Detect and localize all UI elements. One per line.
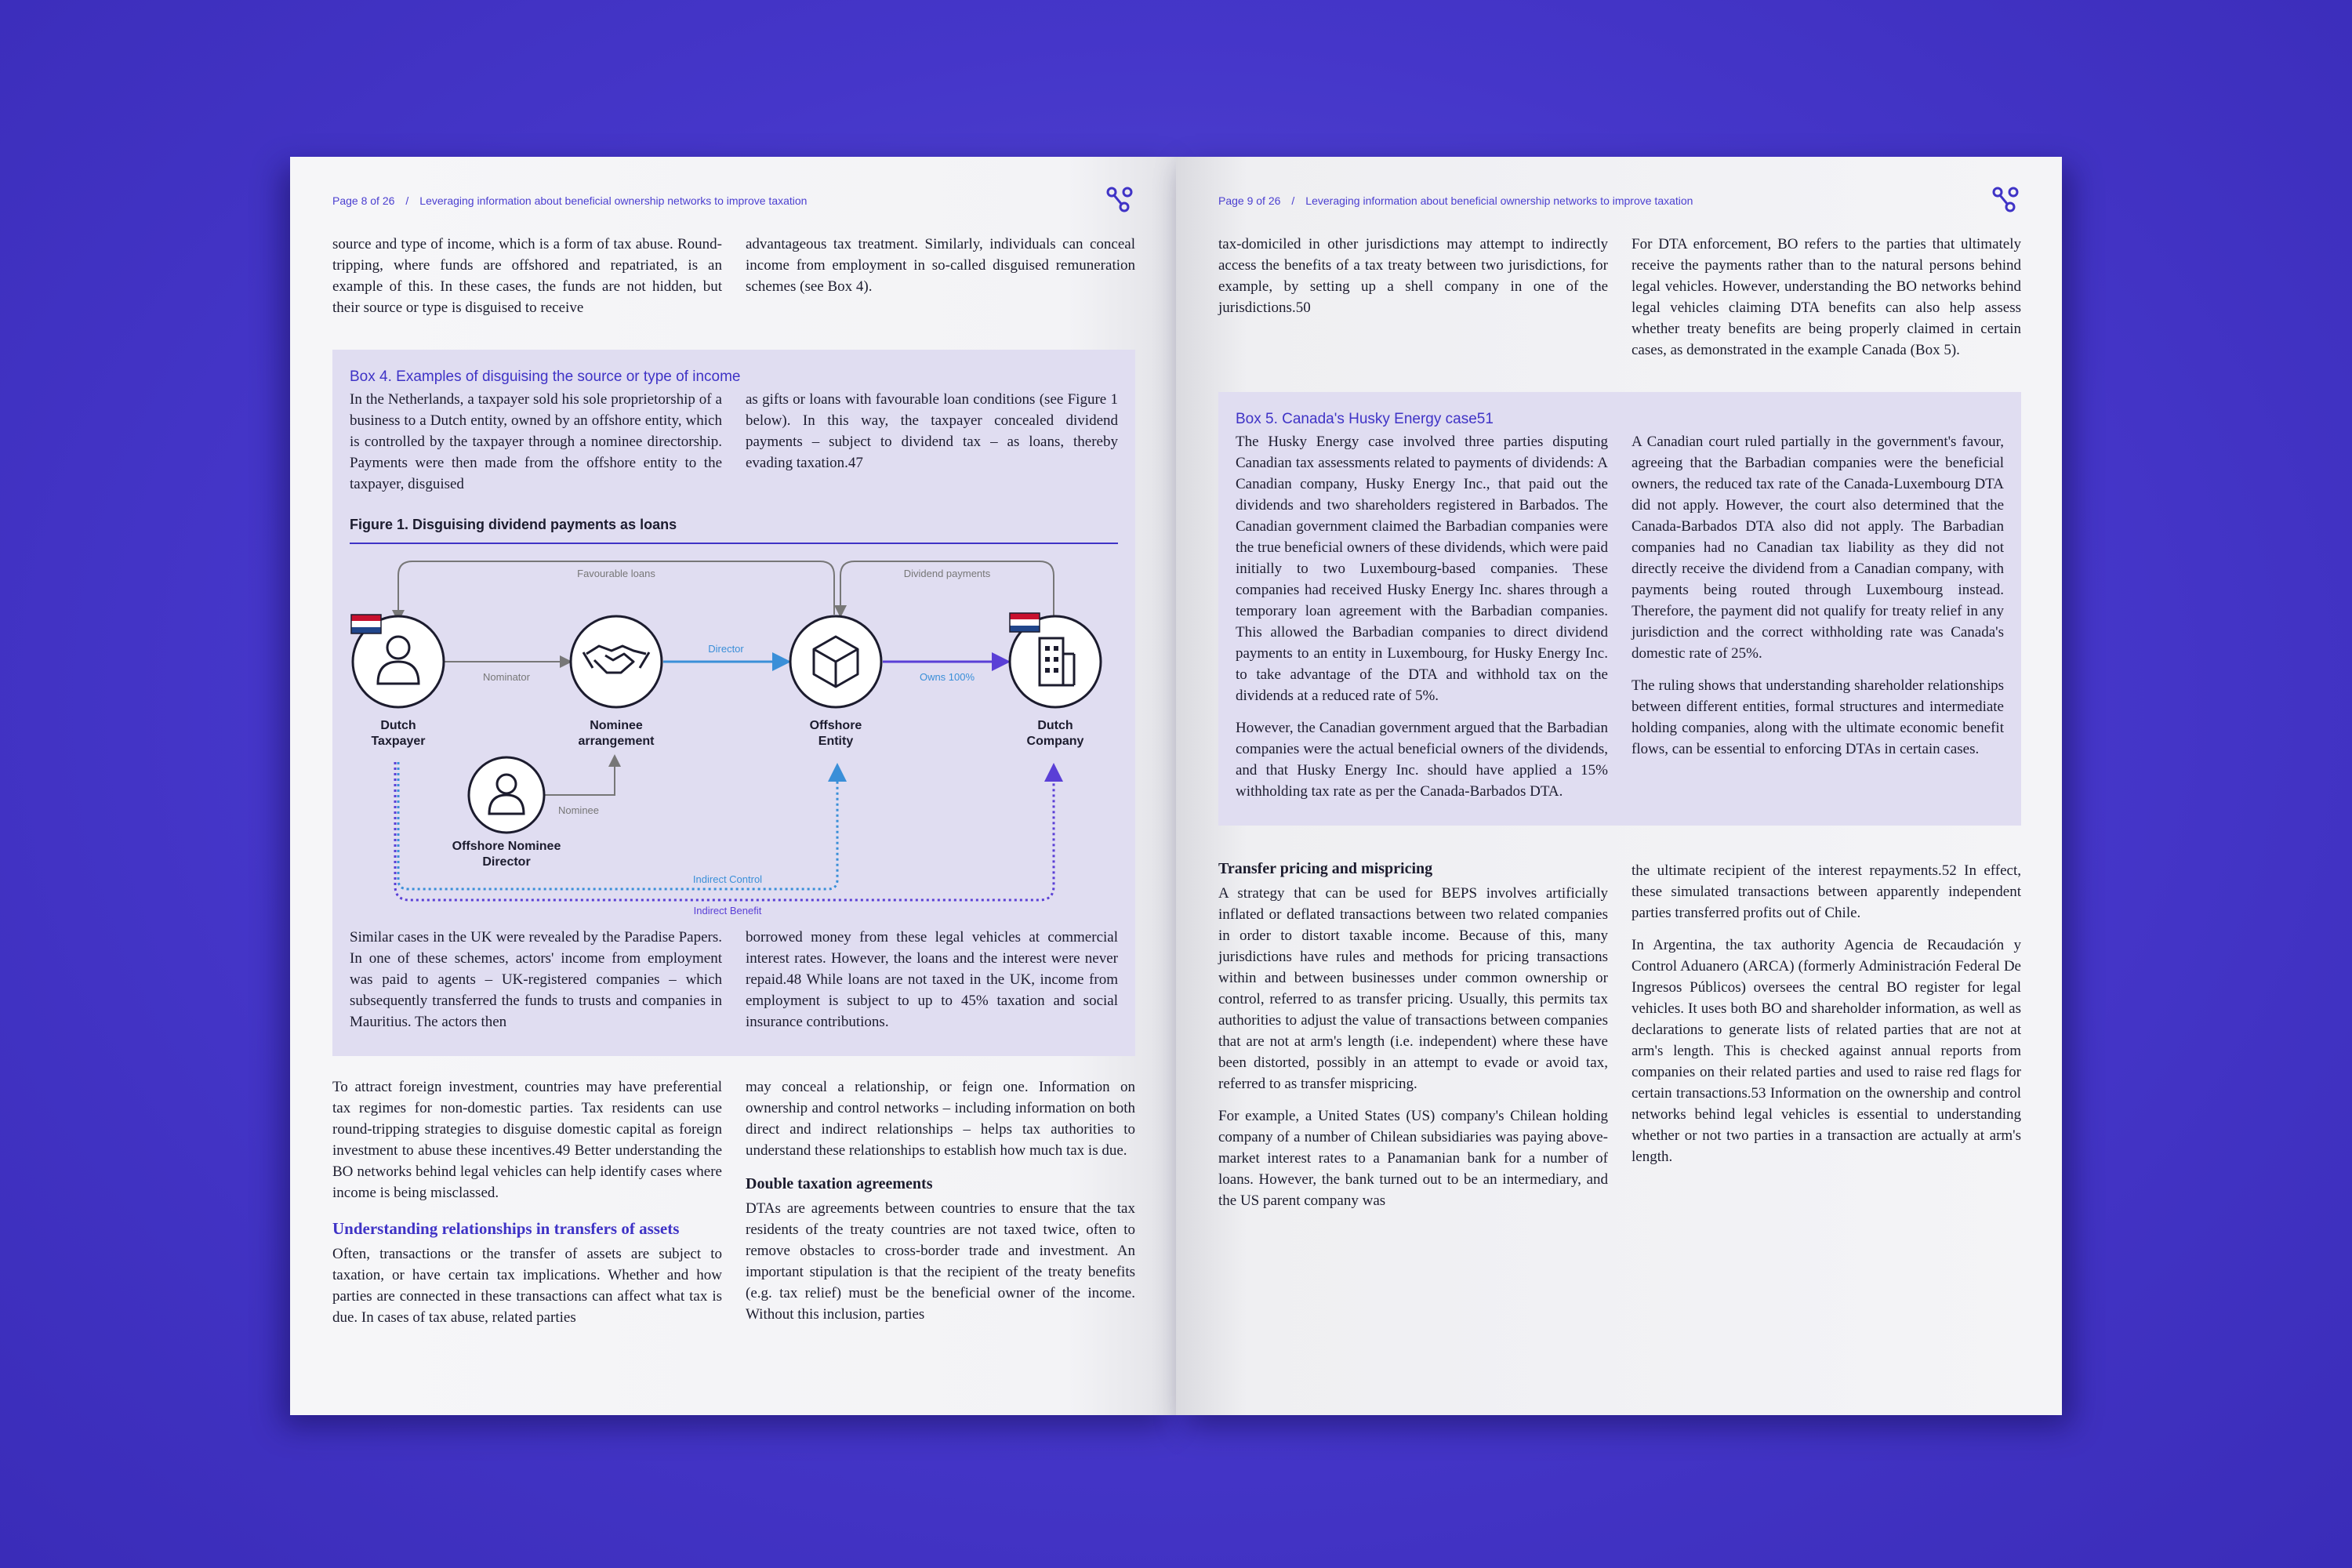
box-paragraph: borrowed money from these legal vehicles at commercial interest rates. However, the loans and the interest were never repaid.48 While loans are not taxed in the UK, income from employment is subject to up to 45% taxation and social insurance contributions. [746, 929, 1118, 1030]
body-paragraph: may conceal a relationship, or feign one. Information on ownership and control networks – including information on both direct and indirect relationships – helps tax authorities to understand these relationships to establish how much tax is due. [746, 1079, 1135, 1159]
indirect-control-label: Indirect Control [692, 873, 763, 885]
node-dutch-company [1010, 613, 1101, 748]
box-paragraph: A Canadian court ruled partially in the government's favour, agreeing that the Barbadian companies were the beneficial owners, the reduced tax rate of the Canada-Luxembourg DTA did not apply. However, the court also determined that the Canada-Barbados DTA also did not apply. The Barbadian companies had no Canadian tax liability as they did not directly receive the dividend from a Canadian company, with payments being routed through Luxembourg instead. Therefore, the payment did not qualify for treaty relief in any jurisdiction and the correct withholding rate was Canada's domestic rate of 25%. [1632, 434, 2004, 662]
body-paragraph: For example, a United States (US) company's Chilean holding company of a number of Chilean subsidiaries was paying above-market interest rates to a Panamanian bank for a number of loans. However, the bank turned out to be an intermediary, and the US parent company was [1218, 1108, 1608, 1209]
document-title: Leveraging information about beneficial ownership networks to improve taxation [419, 194, 808, 207]
body-paragraph: the ultimate recipient of the interest repayments.52 In effect, these simulated transactions between apparently independent parties transferred profits out of Chile. [1632, 862, 2021, 921]
nominator-label: Nominator [483, 671, 530, 683]
header-separator: / [405, 194, 409, 207]
owns-label: Owns 100% [919, 671, 975, 683]
node-offshore-nominee-director [452, 757, 561, 869]
box-paragraph: as gifts or loans with favourable loan conditions (see Figure 1 below). In this way, the taxpayer concealed dividend payments – subject to dividend tax – as loans, thereby evading taxation.47 [746, 391, 1118, 471]
node-label: Offshore Nominee [452, 840, 561, 853]
left-page [290, 157, 1176, 1415]
node-dutch-taxpayer [351, 615, 444, 748]
document-title: Leveraging information about beneficial ownership networks to improve taxation [1305, 194, 1693, 207]
box-4 [332, 350, 1135, 1056]
favourable-loans-label: Favourable loans [577, 568, 655, 579]
page-number: Page 9 of 26 [1218, 194, 1281, 207]
body-paragraph: A strategy that can be used for BEPS involves artificially inflated or deflated transactions between two related companies in order to distort taxable income. Because of this, many jurisdictions have rules and methods for pricing transactions within and between businesses under common ownership or control, referred to as transfer pricing. Usually, this permits tax authorities to adjust the value of transactions between companies that are not at arm's length (i.e. independent) where these have been distorted, possibly in an attempt to evade or avoid tax, referred to as transfer mispricing. [1218, 885, 1608, 1092]
box-title: Box 5. Canada's Husky Energy case51 [1236, 411, 1494, 427]
figure-1-diagram [350, 550, 1118, 919]
right-page [1176, 157, 2062, 1415]
box-paragraph: In the Netherlands, a taxpayer sold his sole proprietorship of a business to a Dutch entity, owned by an offshore entity, which is controlled by the taxpayer through a nominee directorship. Payments were then made from the offshore entity to the taxpayer, disguised [350, 391, 722, 492]
running-header [1218, 187, 2021, 215]
node-label: Offshore [809, 719, 862, 732]
header-separator: / [1291, 194, 1295, 207]
body-paragraph: Often, transactions or the transfer of assets are subject to taxation, or have certain tax implications. Whether and how parties are connected in these transactions can affect what tax is due. In cases of tax abuse, related parties [332, 1246, 722, 1326]
node-label: Entity [818, 735, 854, 748]
subheading: Transfer pricing and mispricing [1218, 860, 1433, 877]
body-paragraph: DTAs are agreements between countries to ensure that the tax residents of the treaty countries are not taxed twice, often to remove obstacles to cross-border trade and investment. An important stipulation is that the recipient of the treaty benefits (e.g. tax relief) must be the beneficial owner of the income. Without this inclusion, parties [746, 1200, 1135, 1323]
intro-paragraph: advantageous tax treatment. Similarly, individuals can conceal income from employment in so-called disguised remuneration schemes (see Box 4). [746, 236, 1135, 295]
node-label: Company [1026, 735, 1084, 748]
section-heading: Understanding relationships in transfers of assets [332, 1219, 680, 1238]
page-number: Page 8 of 26 [332, 194, 395, 207]
node-offshore-entity [790, 616, 881, 748]
subheading: Double taxation agreements [746, 1175, 933, 1192]
body-paragraph: To attract foreign investment, countries may have preferential tax regimes for non-domestic parties. Tax residents can use round-tripping strategies to disguise domestic capital as foreign investment to abuse these incentives.49 Better understanding the BO networks behind legal vehicles can help identify cases where income is being misclassed. [332, 1079, 722, 1201]
node-label: Taxpayer [371, 735, 426, 748]
node-label: Dutch [1037, 719, 1073, 732]
intro-paragraph: For DTA enforcement, BO refers to the parties that ultimately receive the payments rather than to the natural persons behind legal vehicles. However, understanding the BO networks behind legal vehicles claiming DTA benefits can also help assess whether treaty benefits are being properly claimed in certain cases, as demonstrated in the example Canada (Box 5). [1632, 236, 2021, 358]
node-label: arrangement [578, 735, 655, 748]
box-paragraph: The ruling shows that understanding shareholder relationships between different entities, formal structures and intermediate holding companies, along with the ultimate economic benefit flows, can be essential to enforcing DTAs in certain cases. [1632, 677, 2004, 757]
node-label: Director [482, 855, 531, 869]
dividend-payments-label: Dividend payments [903, 568, 991, 579]
box-paragraph: However, the Canadian government argued that the Barbadian companies were the actual beneficial owners of the dividends, and that Husky Energy Inc. should have applied a 15% withholding tax rate as per the Canada-Barbados DTA. [1236, 720, 1608, 800]
box-title: Box 4. Examples of disguising the source or type of income [350, 368, 741, 385]
nominee-label: Nominee [557, 804, 600, 816]
box-paragraph: The Husky Energy case involved three parties disputing Canadian tax assessments related to payments of dividends: A Canadian company, Husky Energy Inc., that paid out the dividends and two shareholders registered in Barbados. The Canadian government claimed the Barbadian companies were the true beneficial owners of these dividends, which were paid initially to two Luxembourg-based companies. These companies had received Husky Energy Inc. shares through a temporary loan agreement with the Barbadian companies. This allowed the Barbadian companies to direct dividend payments to an entity in Luxembourg, for Husky Energy Inc. to take advantage of the DTA and withhold tax on the dividends at a reduced rate of 5%. [1236, 434, 1608, 704]
netherlands-flag-icon [1010, 613, 1040, 632]
director-label: Director [708, 643, 744, 655]
body-paragraph: In Argentina, the tax authority Agencia de Recaudación y Control Aduanero (ARCA) (formerly Administración Federal De Ingresos Públicos) oversees the central BO register for legal vehicles. It uses both BO and shareholder information, as well as declarations to generate lists of related parties that are not at arm's length. This is checked against annual reports from companies on their related parties and used to raise red flags for certain transactions.53 Information on the ownership and control networks behind legal vehicles is essential to understanding whether or not two parties in a transaction are actually at arm's length. [1632, 937, 2021, 1165]
netherlands-flag-icon [351, 615, 381, 633]
box-paragraph: Similar cases in the UK were revealed by the Paradise Papers. In one of these schemes, actors' income from employment was paid to agents – UK-registered companies – which subsequently transferred the funds to trusts and companies in Mauritius. The actors then [350, 929, 722, 1030]
indirect-benefit-label: Indirect Benefit [693, 905, 762, 916]
intro-paragraph: source and type of income, which is a form of tax abuse. Round-tripping, where funds are offshored and repatriated, is an example of this. In these cases, the funds are not hidden, but their source or type is disguised to receive [332, 236, 722, 316]
intro-paragraph: tax-domiciled in other jurisdictions may attempt to indirectly access the benefits of a tax treaty between two jurisdictions, for example, by setting up a shell company in one of the jurisdictions.50 [1218, 236, 1608, 316]
node-label: Nominee [590, 719, 643, 732]
figure-title: Figure 1. Disguising dividend payments as loans [350, 517, 1118, 544]
node-label: Dutch [380, 719, 416, 732]
node-nominee-arrangement [571, 616, 662, 748]
running-header [332, 187, 1135, 215]
indirect-control-arrow [398, 762, 837, 889]
network-logo-icon [1105, 185, 1134, 213]
network-logo-icon [1991, 185, 2020, 213]
box-5 [1218, 392, 2021, 826]
